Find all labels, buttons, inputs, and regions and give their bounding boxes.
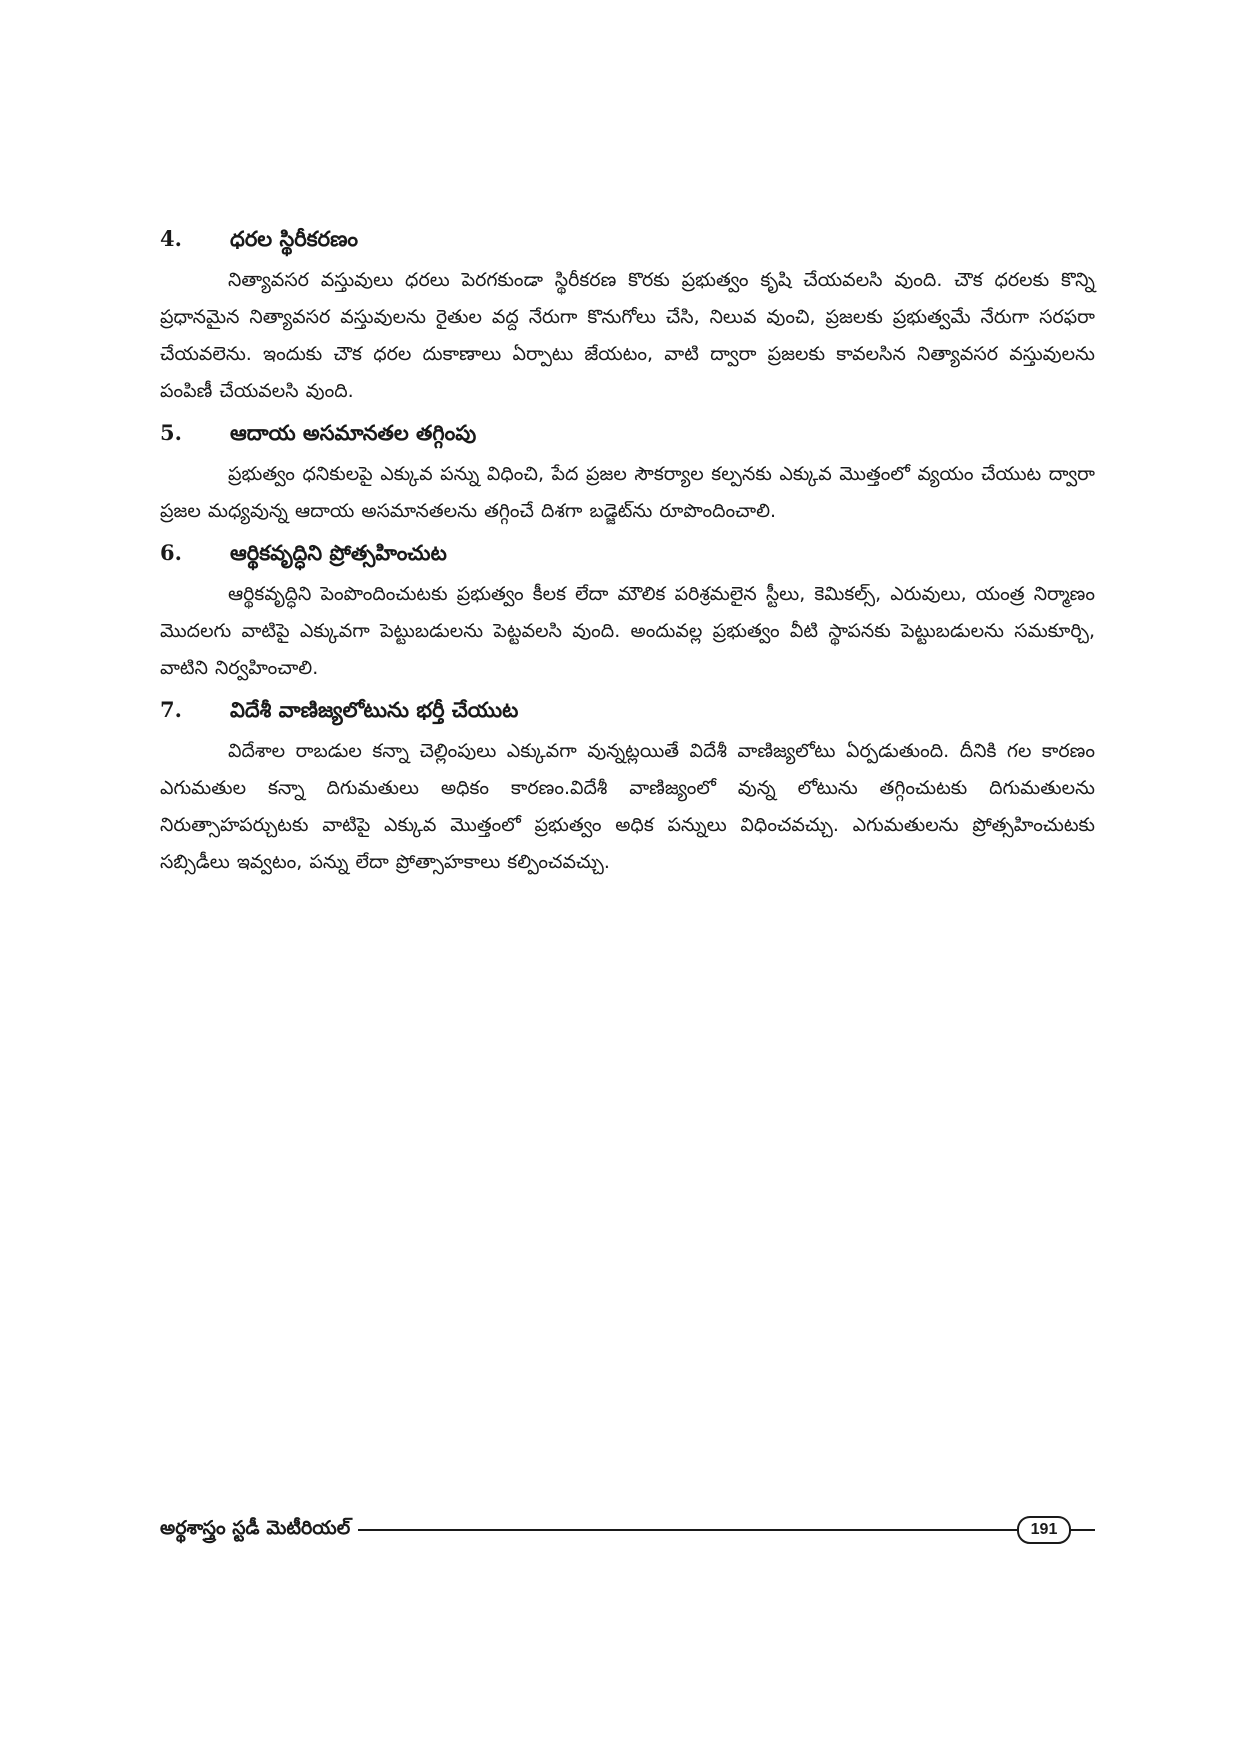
section-title: ధరల స్థిరీకరణం xyxy=(230,227,359,251)
section-number: 6. xyxy=(160,540,182,565)
footer-rule xyxy=(358,1529,1017,1531)
footer-rule-tail xyxy=(1071,1529,1095,1531)
section-number: 4. xyxy=(160,226,182,251)
section-heading xyxy=(160,222,1095,256)
section-heading xyxy=(160,536,1095,570)
section-title: ఆర్థికవృద్ధిని ప్రోత్సహించుట xyxy=(230,541,447,565)
page-number: 191 xyxy=(1017,1516,1071,1544)
section-price-stabilization xyxy=(160,222,1095,410)
section-paragraph: ఆర్థికవృద్ధిని పెంపొందించుటకు ప్రభుత్వం కీలక లేదా మౌలిక పరిశ్రమలైన స్టీలు, కెమికల్స్, ఎరువులు, యంత్ర నిర్మాణం మొదలగు వాటిపై ఎక్కువగా పెట్టుబడులను పెట్టవలసి వుంది. అందువల్ల ప్రభుత్వం వీటి స్థాపనకు పెట్టుబడులను సమకూర్చి, వాటిని నిర్వహించాలి. xyxy=(160,583,1095,679)
section-title: విదేశీ వాణిజ్యలోటును భర్తీ చేయుట xyxy=(230,698,519,722)
section-heading xyxy=(160,416,1095,450)
section-income-inequality xyxy=(160,416,1095,530)
section-title: ఆదాయ అసమానతల తగ్గింపు xyxy=(230,421,477,445)
footer-title: అర్థశాస్త్రం స్టడీ మెటీరియల్ xyxy=(160,1516,351,1539)
section-heading xyxy=(160,693,1095,727)
page-content xyxy=(160,222,1095,887)
section-number: 7. xyxy=(160,697,182,722)
section-trade-deficit xyxy=(160,693,1095,881)
section-economic-growth xyxy=(160,536,1095,687)
section-paragraph: నిత్యావసర వస్తువులు ధరలు పెరగకుండా స్థిరీకరణ కొరకు ప్రభుత్వం కృషి చేయవలసి వుంది. చౌక ధరలకు కొన్ని ప్రధానమైన నిత్యావసర వస్తువులను రైతుల వద్ద నేరుగా కొనుగోలు చేసి, నిలువ వుంచి, ప్రజలకు ప్రభుత్వమే నేరుగా సరఫరా చేయవలెను. ఇందుకు చౌక ధరల దుకాణాలు ఏర్పాటు జేయటం, వాటి ద్వారా ప్రజలకు కావలసిన నిత్యావసర వస్తువులను పంపిణీ చేయవలసి వుంది. xyxy=(160,269,1095,402)
section-paragraph: ప్రభుత్వం ధనికులపై ఎక్కువ పన్ను విధించి, పేద ప్రజల సౌకర్యాల కల్పనకు ఎక్కువ మొత్తంలో వ్యయం చేయుట ద్వారా ప్రజల మధ్యవున్న ఆదాయ అసమానతలను తగ్గించే దిశగా బడ్జెట్‌ను రూపొందించాలి. xyxy=(160,463,1095,522)
page-footer xyxy=(160,1513,1095,1547)
section-number: 5. xyxy=(160,420,182,445)
section-paragraph: విదేశాల రాబడుల కన్నా చెల్లింపులు ఎక్కువగా వున్నట్లయితే విదేశీ వాణిజ్యలోటు ఏర్పడుతుంది. దీనికి గల కారణం ఎగుమతుల కన్నా దిగుమతులు అధికం కారణం.విదేశీ వాణిజ్యంలో వున్న లోటును తగ్గించుటకు దిగుమతులను నిరుత్సాహపర్చుటకు వాటిపై ఎక్కువ మొత్తంలో ప్రభుత్వం అధిక పన్నులు విధించవచ్చు. ఎగుమతులను ప్రోత్సహించుటకు సబ్సిడీలు ఇవ్వటం, పన్ను లేదా ప్రోత్సాహకాలు కల్పించవచ్చు. xyxy=(160,740,1095,873)
